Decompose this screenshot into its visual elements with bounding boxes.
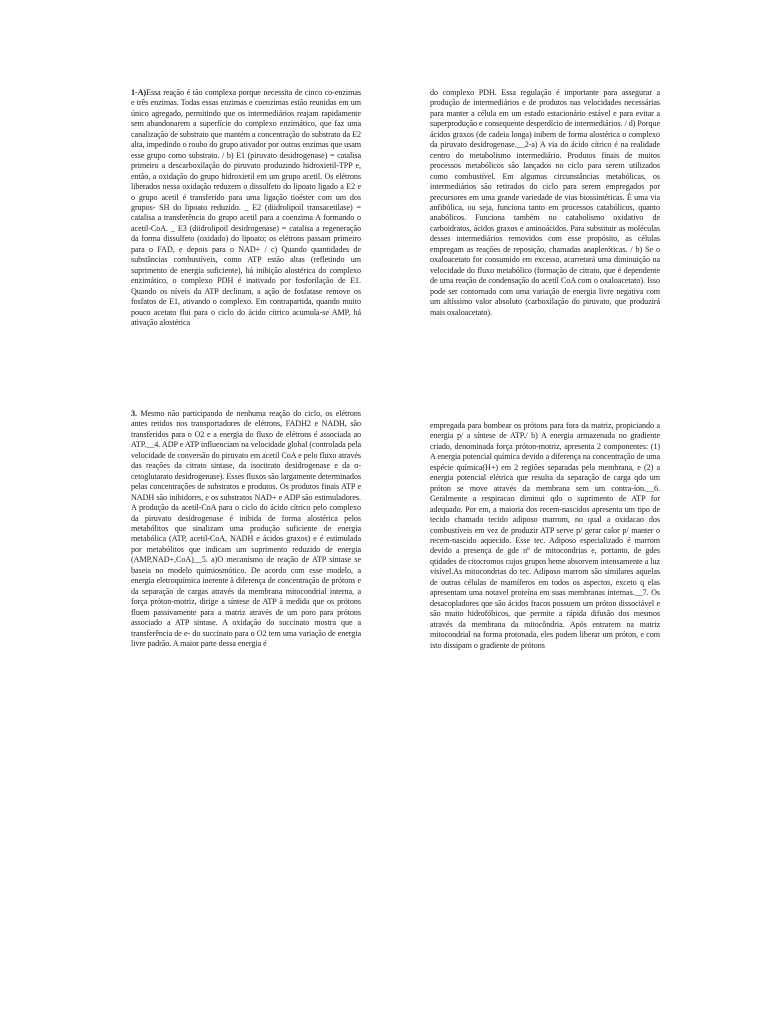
answer-block-4 bbox=[430, 421, 660, 651]
paragraph bbox=[131, 409, 361, 649]
paragraph-text: Essa reação é tão complexa porque necessita de cinco co-enzimas e três enzimas. Todas essas enzimas e coenzimas estão reunidas em um único agregado, permitindo que os intermediários reajam rapidamente sem abandonarem a superfície do complexo enzimático, que faz uma canalização de substrato que mantém a concentração do substrato da E2 alta, impedindo o roubo do grupo ativador por outras enzimas que usam esse grupo como substrato. / b) E1 (piruvato desidrogenase) = catalisa primeiro a descarboxilação do piruvato produzindo hidroxietil-TPP e, então, a oxidação do grupo hidroxietil em um grupo acetil. Os elétrons liberados nessa oxidação reduzem o dissulfeto do lipoato ligado a E2 e o grupo acetil é transferido para uma ligação tioéster com um dos grupos- SH do lipoato reduzido. _ E2 (diidrolipoil transacetilase) = catalisa a transferência do grupo acetil para a coenzima A formando o acetil-CoA. _ E3 (diidrolipoil desidrogenase) = catalisa a regeneração da forma dissulfeto (oxidado) do lipoato; os elétrons passam primeiro para o FAD, e depois para o NAD+ / c) Quando quantidades de substâncias combustíveis, como ATP estão altas (refletindo um suprimento de energia suficiente), há inibição alostérica do complexo enzimático, o complexo PDH é inativado por fosforilação de E1. Quando os níveis da ATP declinam, a ação de fosfatase remove os fosfatos de E1, ativando o complexo. Em contrapartida, quando muito pouco acetato flui para o ciclo do ácido cítrico acumula-se AMP, há ativação alostérica bbox=[131, 88, 361, 327]
question-number: 3. bbox=[131, 409, 137, 418]
answer-block-2 bbox=[430, 88, 660, 318]
paragraph-text: Mesmo não participando de nenhuma reação do ciclo, os elétrons antes retidos nos transportadores de elétrons, FADH2 e NADH, são transferidos para o O2 e a energia do fluxo de elétrons é associada ao ATP.__4. ADP e ATP influenciam na velocidade global (controlada pela velocidade de conversão do piruvato em acetil CoA e pelo fluxo através das reações da citrato sintase, da isocitrato desidrogenase e da α-cetoglutarato desidrogenase). Esses fluxos são largamente determinados pelas concentrações de substratos e produtos. Os produtos finais ATP e NADH são inibidores, e os substratos NAD+ e ADP são estimuladores. A produção da acetil-CoA para o ciclo do ácido cítrico pelo complexo da piruvato desidrogenase é inibida de forma alostérica pelos metabólitos que sinalizam uma produção suficiente de energia metabólica (ATP, acetil-CoA, NADH e ácidos graxos) e é estimulada por metabólitos que indicam um suprimento reduzido de energia (AMP,NAD+,CoA)__5. a)O mecanismo de reação de ATP sintase se baseia no modelo quimiosmótico. De acordo com esse modelo, a energia eletroquímica inerente à diferença de concentração de prótons e da separação de cargas através da membrana mitocondrial interna, a força próton-motriz, dirige a síntese de ATP à medida que os prótons fluem passivamente para a matriz através de um poro para prótons associado a ATP sintase. A oxidação do succinato mostra que a transferência de e- do succinato para o O2 tem uma variação de energia livre padrão. A maior parte dessa energia é bbox=[131, 409, 361, 648]
answer-block-3 bbox=[131, 409, 361, 649]
paragraph bbox=[131, 88, 361, 328]
paragraph bbox=[430, 421, 660, 651]
paragraph-text: empregada para bombear os prótons para fora da matriz, propiciando a energia p/ a síntese de ATP./ b) A energia armazenada no gradiente criado, denominada força próton-motriz, apresenta 2 componentes: (1) A energia potencial química devido a diferença na concentração de uma espécie química(H+) em 2 regiões separadas pela membrana, e (2) a energia potencial elétrica que resulta da separação de carga qdo um próton se move através da membrana sem um contra-íon.__6. Geralmente a respiracao diminui qdo o suprimento de ATP for adequado. Por em, a maioria dos recem-nascidos apresenta um tipo de tecido chamado tecido adiposo marrom, no qual a oxidacao dos combustíveis em vez de produzir ATP serve p/ gerar calor p/ manter o recem-nascido aquecido. Esse tec. Adiposo especializado é marrom devido a presença de gde nº de mitocondrias e, portanto, de gdes qtidades de citocromos cujos grupos heme absorvem intensamente a luz visível.As mitocondrias do tec. Adiposo marrom são similares aquelas de outras células de mamíferos em todos os aspectos, exceto q elas apresentam uma notavel proteína em suas membranas internas.__7. Os desacopladores que são ácidos fracos possuem um próton dissociável e são muito hidrofóbicos, que permite a rápida difusão dos mesmos através da membrana da mitocôndria. Após entrarem na matriz mitocondrial na forma protonada, eles podem liberar um próton, e com isto dissipam o gradiente de prótons bbox=[430, 421, 660, 650]
paragraph bbox=[430, 88, 660, 318]
answer-block-1 bbox=[131, 88, 361, 328]
paragraph-text: do complexo PDH. Essa regulação é importante para assegurar a produção de intermediários e de produtos nas velocidades necessárias para manter a célula em um estado estacionário estável e para evitar a superprodução e consequente desperdício de intermediários. / d) Porque ácidos graxos (de cadeia longa) inibem de forma alostérica o complexo da piruvato desidrogenase.__2-a) A via do ácido cítrico é na realidade centro do metabolismo intermediário. Produtos finais de muitos processos metabólicos são lançados no ciclo para serem utilizados como combustível. Em algumas circunstâncias metabólicas, os intermediários são retirados do ciclo para serem empregados por precursores em uma grande variedade de vias biossintéticas. É uma via anfibólica, ou seja, funciona tanto em processos catabólicos, quanto anabólicos. Funciona também no catabolismo oxidativo de carboidratos, ácidos graxos e aminoácidos. Para substituir as moléculas desses intermediários removidos com esse propósito, as células empregam as reações de reposição, chamadas anapleróticas. / b) Se o oxaloacetato for consumido em excesso, acarretará uma diminuição na velocidade do fluxo metabólico (formação de citrato, que é dependente de uma reação de condensação do acetil CoA com o oxaloacetato). Isso pode ser contornado com uma variação de energia livre negativa com um altíssimo valor absoluto (carboxilação do piruvato, que produzirá mais oxaloacetato). bbox=[430, 88, 660, 317]
question-number: 1-A) bbox=[131, 88, 147, 97]
